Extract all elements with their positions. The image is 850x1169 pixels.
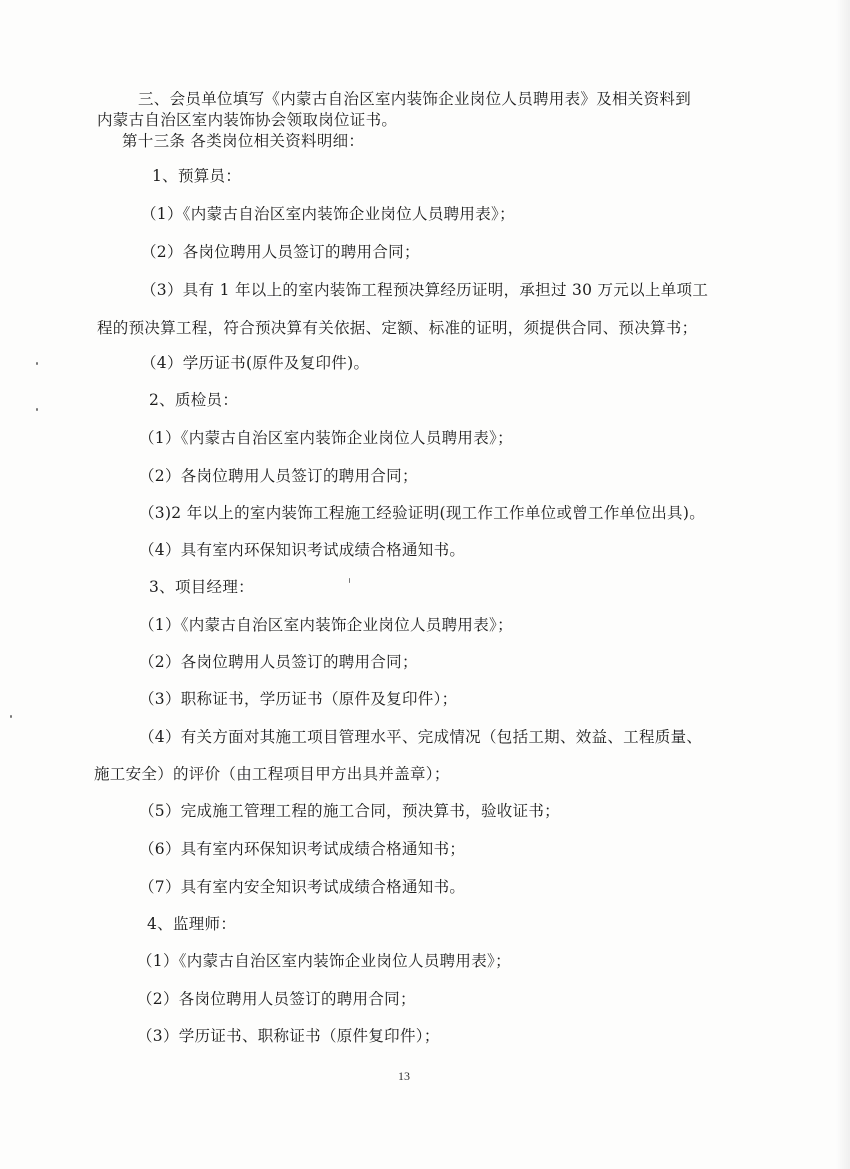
list-item: （4）有关方面对其施工项目管理水平、完成情况（包括工期、效益、工程质量、 <box>139 728 703 746</box>
list-item-continuation: 程的预决算工程，符合预决算有关依据、定额、标准的证明，须提供合同、预决算书； <box>97 319 698 337</box>
list-item: （4）学历证书(原件及复印件)。 <box>141 354 370 372</box>
scan-shadow-edge <box>836 0 850 1169</box>
list-item: （2）各岗位聘用人员签订的聘用合同； <box>139 653 418 671</box>
list-item: （1）《内蒙古自治区室内装饰企业岗位人员聘用表》； <box>141 205 515 223</box>
paragraph-line: 三、会员单位填写《内蒙古自治区室内装饰企业岗位人员聘用表》及相关资料到 <box>138 90 692 108</box>
section-heading: 4、监理师： <box>147 915 237 933</box>
page-number: 13 <box>398 1069 410 1083</box>
section-heading: 1、预算员： <box>152 167 242 185</box>
article-heading: 第十三条 各类岗位相关资料明细： <box>122 132 365 150</box>
list-item: （5）完成施工管理工程的施工合同，预决算书，验收证书； <box>139 802 560 820</box>
list-item: （6）具有室内环保知识考试成绩合格通知书； <box>139 840 466 858</box>
list-item-continuation: 施工安全）的评价（由工程项目甲方出具并盖章）； <box>94 765 450 783</box>
list-item: （3）职称证书，学历证书（原件及复印件）； <box>139 690 458 708</box>
scan-speck <box>349 578 350 583</box>
scan-speck <box>10 715 12 718</box>
section-heading: 2、质检员： <box>149 391 239 409</box>
list-item: （1）《内蒙古自治区室内装饰企业岗位人员聘用表》； <box>137 952 511 970</box>
list-item: （3）具有 1 年以上的室内装饰工程预决算经历证明，承担过 30 万元以上单项工 <box>141 281 709 299</box>
list-item: （1）《内蒙古自治区室内装饰企业岗位人员聘用表》； <box>139 429 513 447</box>
paragraph-line: 内蒙古自治区室内装饰协会领取岗位证书。 <box>97 111 398 129</box>
section-heading: 3、项目经理： <box>149 578 254 596</box>
list-item: （4）具有室内环保知识考试成绩合格通知书。 <box>139 541 466 559</box>
list-item: （2）各岗位聘用人员签订的聘用合同； <box>139 467 418 485</box>
list-item: （7）具有室内安全知识考试成绩合格通知书。 <box>139 878 466 896</box>
list-item: （3）学历证书、职称证书（原件复印件）； <box>137 1027 440 1045</box>
list-item: （2）各岗位聘用人员签订的聘用合同； <box>137 990 416 1008</box>
scan-speck <box>36 362 38 365</box>
scan-speck <box>36 408 38 411</box>
list-item: （1）《内蒙古自治区室内装饰企业岗位人员聘用表》； <box>139 616 513 634</box>
list-item: （3)2 年以上的室内装饰工程施工经验证明(现工作工作单位或曾工作单位出具)。 <box>139 504 705 522</box>
list-item: （2）各岗位聘用人员签订的聘用合同； <box>141 243 420 261</box>
